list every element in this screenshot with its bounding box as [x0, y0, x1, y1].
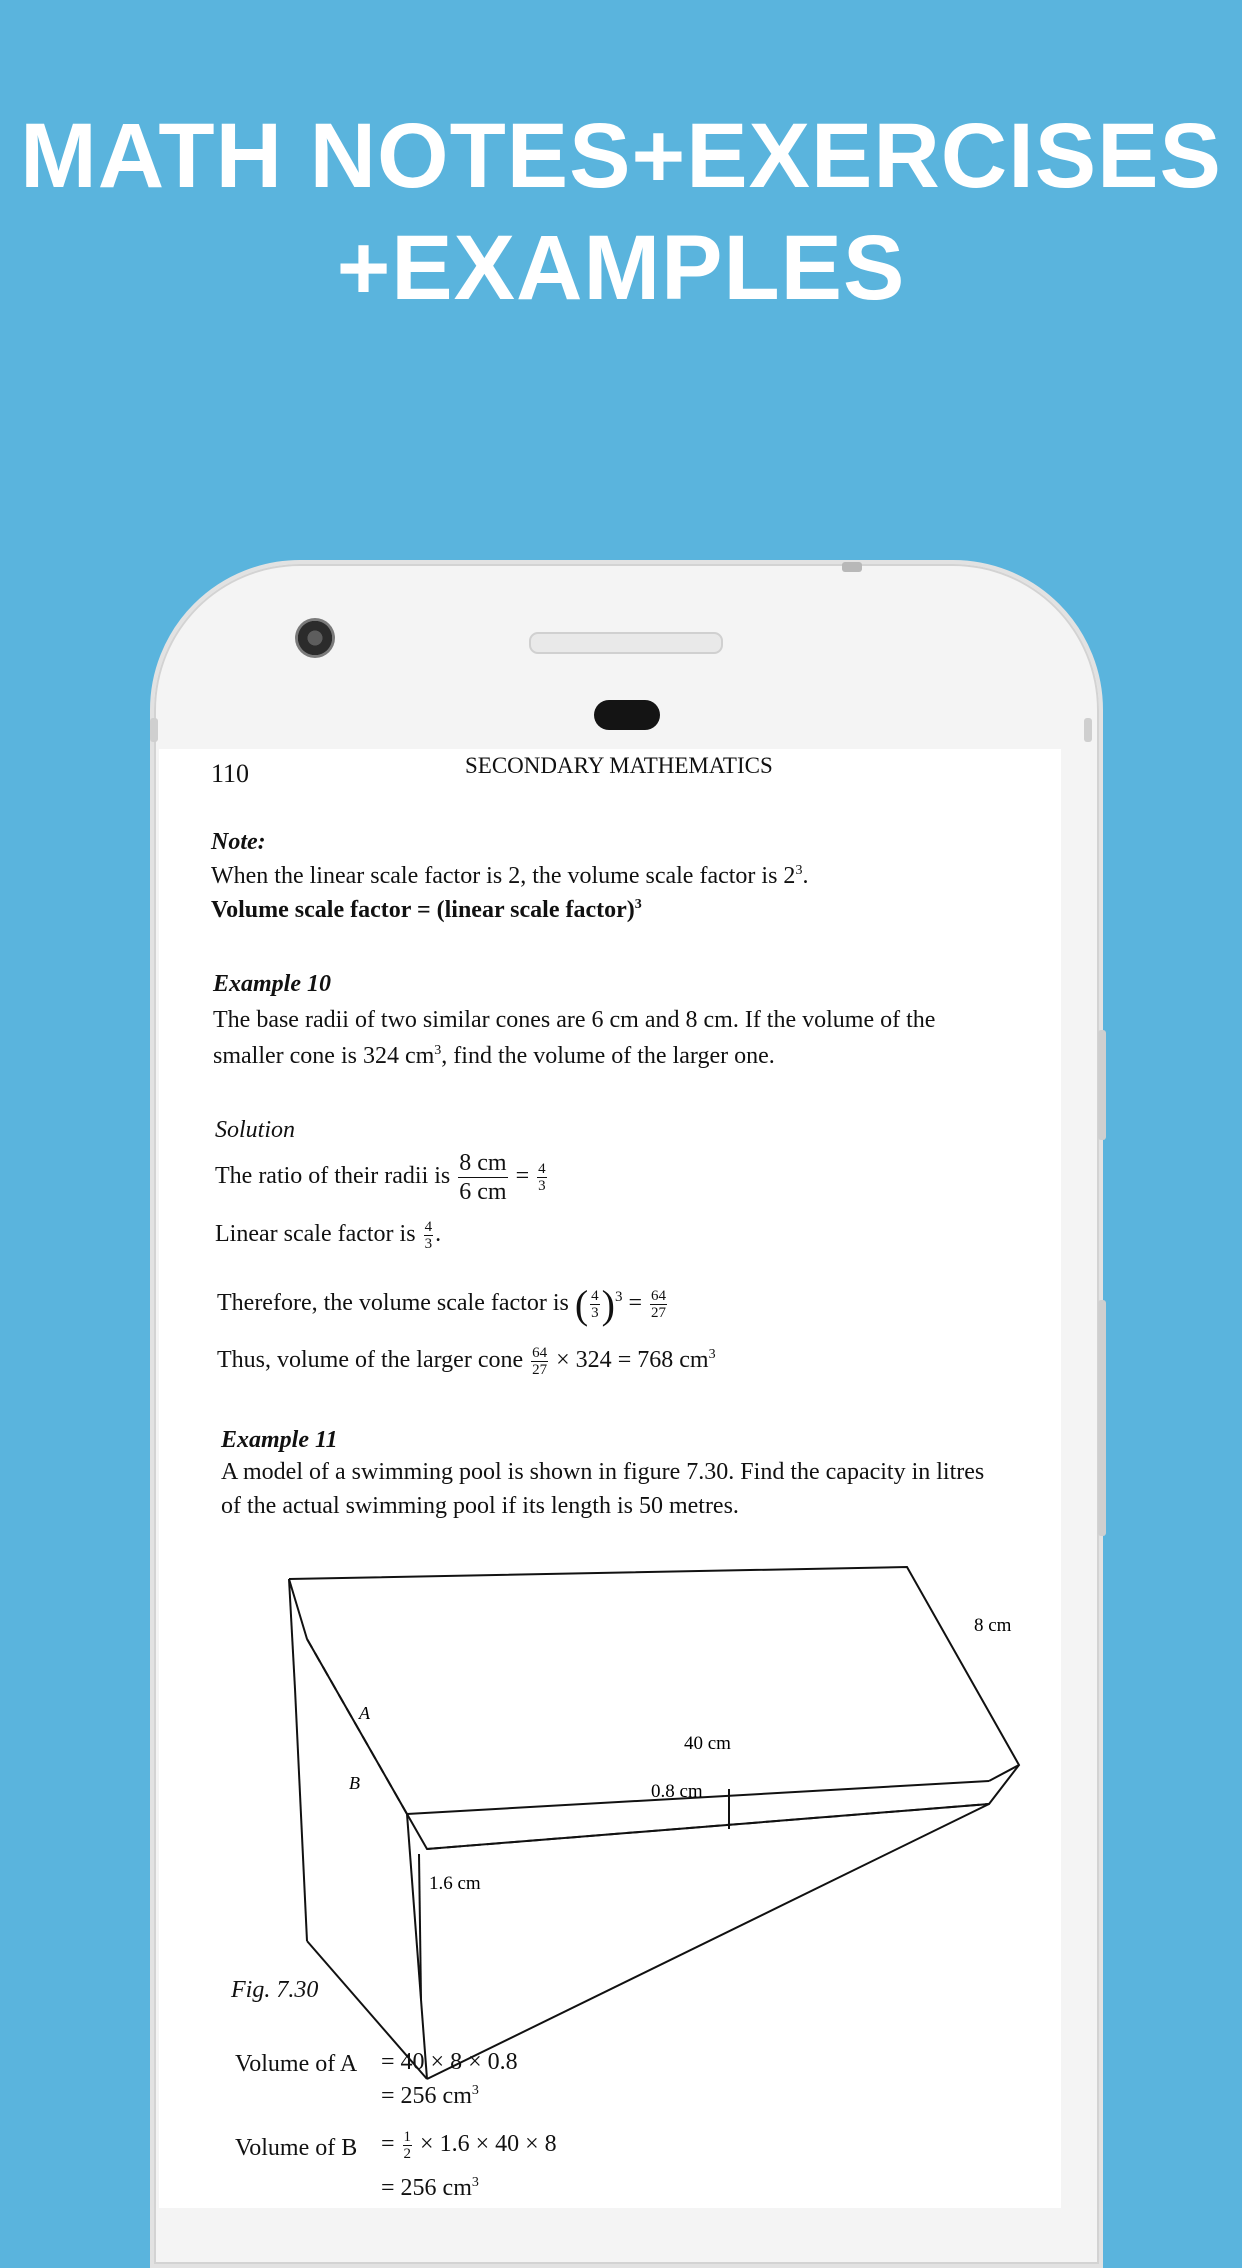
phone-edge-left [150, 718, 158, 742]
pool-outline [289, 1567, 1019, 1849]
label-40cm: 40 cm [684, 1733, 731, 1754]
promo-headline [0, 100, 1242, 324]
proximity-sensor [594, 700, 660, 730]
page-number: 110 [211, 759, 250, 788]
volume-b-label: Volume of B [235, 2135, 358, 2161]
solution-therefore: Therefore, the volume scale factor is ( $\frac{4}{3}$ )$^3$ = $\frac{64}{27}$ [217, 1282, 667, 1327]
volume-a-label: Volume of A [235, 2051, 358, 2077]
solution-heading: Solution [215, 1117, 296, 1143]
power-button[interactable] [1098, 1300, 1106, 1536]
solution-linear: Linear scale factor is $\frac{4}{3}$ . [215, 1219, 442, 1252]
label-08cm: 0.8 cm [651, 1781, 703, 1802]
volume-b-result: = 256 $cm^3$ [381, 2175, 479, 2201]
volume-b-expr: = $\frac{1}{2}$ × 1.6 × 40 × 8 [381, 2129, 557, 2162]
volume-a-result: = 256 $cm^3$ [381, 2083, 479, 2109]
headline-line-1: MATH NOTES+EXERCISES [20, 105, 1222, 207]
example-11-line-1: A model of a swimming pool is shown in figure 7.30. Find the capacity in litres [221, 1459, 985, 1485]
figure-caption: Fig. 7.30 [231, 1977, 319, 2003]
example-10-line-1: The base radii of two similar cones are 6 cm and 8 cm. If the volume of the [213, 1007, 936, 1033]
volume-a-expr: = 40 × 8 × 0.8 [381, 2049, 518, 2075]
label-8cm: 8 cm [974, 1615, 1012, 1636]
top-button[interactable] [842, 562, 862, 572]
running-head: SECONDARY MATHEMATICS [465, 753, 773, 778]
note-heading: Note: [211, 829, 266, 855]
example-11-heading: Example 11 [221, 1427, 338, 1453]
solution-thus: Thus, volume of the larger cone $\frac{64}{27}$ × 324 = 768 $cm^3$ [217, 1345, 716, 1378]
swimming-pool-diagram [259, 1549, 1012, 1969]
front-camera-icon [295, 618, 335, 658]
solution-ratio: The ratio of their radii is $\frac{8 cm}{6 cm}$ = $\frac{4}{3}$ [215, 1150, 546, 1205]
label-b: B [349, 1773, 360, 1793]
example-10-line-2: smaller cone is 324 $cm^3$, find the volume of the larger one. [213, 1043, 775, 1069]
document-page[interactable] [159, 749, 1061, 2208]
note-text: When the linear scale factor is 2, the volume scale factor is $2^3$. [211, 863, 809, 889]
example-10-heading: Example 10 [213, 971, 331, 997]
label-16cm: 1.6 cm [429, 1873, 481, 1894]
label-a: A [359, 1703, 370, 1723]
headline-line-2: +EXAMPLES [336, 217, 906, 319]
note-rule: Volume scale factor = (linear scale factor)$^3$ [211, 897, 642, 923]
example-11-line-2: of the actual swimming pool if its length is 50 metres. [221, 1493, 739, 1519]
volume-button[interactable] [1098, 1030, 1106, 1140]
phone-edge-right [1084, 718, 1092, 742]
earpiece-speaker [529, 632, 723, 654]
